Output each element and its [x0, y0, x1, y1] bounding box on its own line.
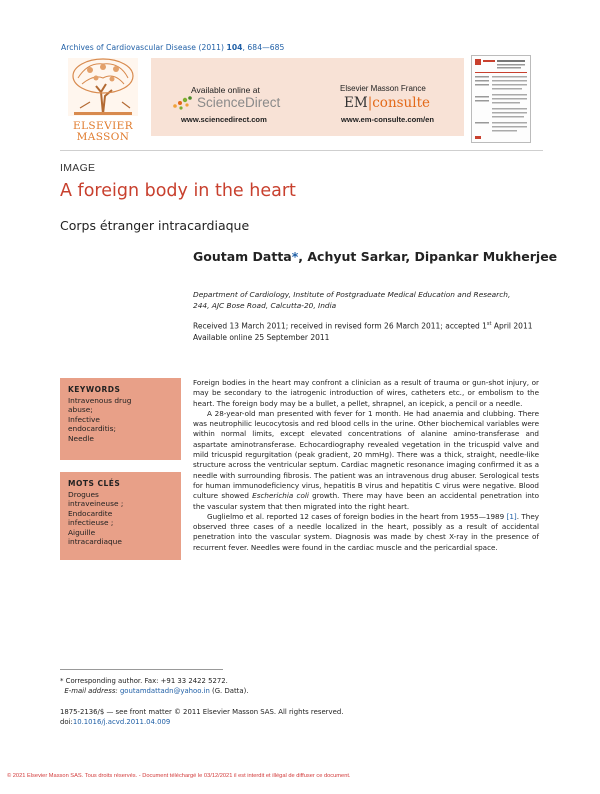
- organism-name: Escherichia coli: [252, 491, 309, 501]
- keywords-heading: KEYWORDS: [68, 385, 121, 394]
- received-dates: [193, 319, 538, 332]
- journal-pages: , 684—685: [242, 43, 285, 52]
- em-consulte-logo: [344, 95, 430, 111]
- keyword-item: endocarditis;: [68, 424, 116, 434]
- corresponding-author-footnote: [60, 676, 360, 696]
- article-title: A foreign body in the heart: [60, 181, 296, 201]
- author-name: , Dipankar Mukherjee: [405, 249, 558, 264]
- paragraph-text: growth. There may have been an accidental penetration into the vascular system that then migrated into the right heart.: [193, 491, 539, 511]
- body-paragraph: Foreign bodies in the heart may confront a clinician as a result of trauma or gun-shot injury, or may be secondary to the iatrogenic introduction of wires, catheters etc., or embolism to the heart. The foreign body may be a bullet, a pellet, shrapnel, an icepick, a pencil or a needle.: [193, 378, 539, 408]
- keyword-item: Needle: [68, 433, 94, 443]
- em-logo-separator: |: [367, 95, 373, 111]
- journal-name: Archives of Cardiovascular Disease (2011): [61, 43, 227, 52]
- affiliation-line: 244, AJC Bose Road, Calcutta-20, India: [193, 301, 337, 310]
- author-name: Goutam Datta: [193, 249, 292, 264]
- received-superscript: st: [486, 321, 492, 327]
- keyword-item: abuse;: [68, 405, 93, 415]
- sciencedirect-dots-icon: [172, 95, 194, 111]
- copyright-line: 1875-2136/$ — see front matter © 2011 Elsevier Masson SAS. All rights reserved.: [60, 708, 344, 716]
- email-link[interactable]: goutamdattadn@yahoo.in: [119, 687, 210, 695]
- paragraph-text: Guglielmo et al. reported 12 cases of foreign bodies in the heart from 1955—1989: [207, 511, 507, 521]
- journal-citation: [61, 43, 284, 52]
- body-paragraph: [193, 512, 539, 553]
- reference-link[interactable]: [1]: [506, 511, 517, 521]
- email-tail: (G. Datta).: [209, 687, 249, 695]
- email-label: E-mail address:: [64, 687, 118, 695]
- available-online-date: Available online 25 September 2011: [193, 332, 330, 342]
- mot-cle-item: Endocardite: [68, 508, 113, 518]
- mot-cle-item: infectieuse ;: [68, 518, 114, 528]
- author-list: [193, 249, 557, 264]
- journal-cover-thumbnail: [471, 55, 531, 143]
- em-consulte-url[interactable]: www.em-consulte.com/en: [341, 115, 434, 124]
- article-subtitle: Corps étranger intracardiaque: [60, 218, 250, 233]
- mot-cle-item: intraveineuse ;: [68, 499, 124, 509]
- footnote-divider: [60, 669, 223, 670]
- keyword-item: Infective: [68, 414, 100, 424]
- section-label: IMAGE: [60, 162, 96, 174]
- mots-cles-box: [60, 472, 181, 560]
- doi-label: doi:: [60, 718, 73, 726]
- download-notice: © 2021 Elsevier Masson SAS. Tous droits réservés. - Document téléchargé le 03/12/2021 il est interdit et illégal de diffuser ce document.: [7, 773, 351, 779]
- mot-cle-item: Aiguille: [68, 527, 96, 537]
- footnote-email-line: [60, 686, 360, 696]
- footnote-fax: * Corresponding author. Fax: +91 33 2422 5272.: [60, 677, 228, 685]
- mot-cle-item: Drogues: [68, 490, 99, 499]
- affiliation: [193, 289, 538, 311]
- body-paragraph: [193, 409, 539, 512]
- em-consulte-label: Elsevier Masson France: [340, 84, 426, 93]
- mots-cles-heading: MOTS CLÉS: [68, 479, 121, 488]
- copyright-block: [60, 707, 343, 727]
- doi-link[interactable]: 10.1016/j.acvd.2011.04.009: [72, 718, 171, 726]
- paragraph-text: A 28-year-old man presented with fever for 1 month. He had anaemia and clubbing. There was neutrophilic leucocytosis and red blood cells in the urine. Other biochemical variables were within normal limits, except elevated concentrations of alanine amino-transferase and aspartate aminotransferase. Echocardiography revealed vegetation in the tricuspid valve and mild tricuspid regurgitation (peak gradient, 20 mmHg). There was a thick, straight, needle-like structure across the ventricular septum. Cardiac magnetic resonance imaging confirmed it as a needle with surrounding fibrosis. The patient was an intravenous drug abuser. Serological tests for human immunodeficiency virus, hepatitis B virus and hepatitis C virus were negative. Blood culture showed: [193, 408, 539, 501]
- elsevier-masson-wordmark: ELSEVIER MASSON: [73, 120, 133, 143]
- article-dates: [193, 319, 538, 343]
- corresponding-author-mark[interactable]: *: [291, 249, 299, 264]
- em-logo-left: EM: [344, 95, 368, 111]
- keyword-item: Intravenous drug: [68, 396, 132, 405]
- received-text: Received 13 March 2011; received in revised form 26 March 2011; accepted 1: [193, 321, 487, 331]
- sciencedirect-label: Available online at: [191, 85, 260, 95]
- journal-volume: 104: [226, 43, 243, 52]
- affiliation-line: Department of Cardiology, Institute of Postgraduate Medical Education and Research,: [193, 290, 511, 299]
- header-divider: [60, 150, 543, 151]
- em-logo-right: consulte: [372, 95, 430, 111]
- sciencedirect-logo-text: ScienceDirect: [197, 95, 281, 110]
- mot-cle-item: intracardiaque: [68, 537, 122, 547]
- paragraph-text: . They observed three cases of a needle localized in the heart, possibly as a result of accidental penetration into the vascular system. Diagnosis was made by chest X-ray in the presence of recurrent fever. Needles were found in the cardiac muscle and the pericardial space.: [193, 511, 539, 552]
- keywords-box: [60, 378, 181, 460]
- sciencedirect-url[interactable]: www.sciencedirect.com: [181, 115, 267, 124]
- doi-line: [60, 717, 343, 727]
- received-end: April 2011: [491, 321, 533, 331]
- article-body: [193, 378, 539, 553]
- author-name: , Achyut Sarkar: [298, 249, 406, 264]
